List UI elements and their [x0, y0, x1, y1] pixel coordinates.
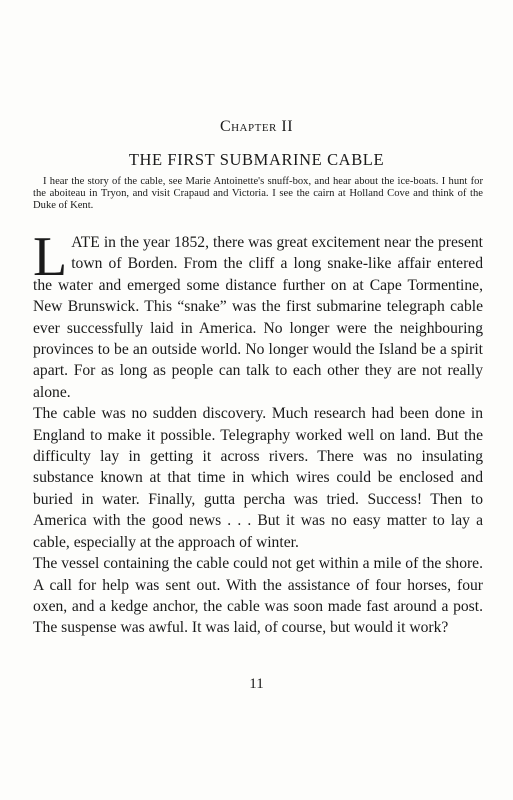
page-number: 11 [249, 676, 264, 692]
paragraph-2: The cable was no sudden discovery. Much research had been done in England to make it possible. Telegraphy worked well on land. But the difficulty lay in getting it across rivers. There was no insulating substance known at that time in which wires could be enclosed and buried in water. Finally, gutta percha was tried. Success! Then to America with the good news . . . But it was no easy matter to lay a cable, especially at the approach of winter. [33, 405, 483, 551]
paragraph-1-text: ATE in the year 1852, there was great excitement near the present town of Borden. From the cliff a long snake-like affair entered the water and emerged some distance further on at Cape Tormentine, New Brunswick. This “snake” was the first submarine telegraph cable ever successfully laid in America. No longer were the neighbouring provinces to be an outside world. No longer would the Island be a spirit apart. For as long as people can talk to each other they are not really alone. [33, 234, 483, 401]
chapter-label: Chapter II [219, 118, 294, 135]
chapter-body [33, 226, 483, 639]
chapter-title: THE FIRST SUBMARINE CABLE [128, 150, 385, 169]
chapter-synopsis: I hear the story of the cable, see Marie Antoinette's snuff-box, and hear about the ice-boats. I hunt for the aboiteau in Tryon, and visit Crapaud and Victoria. I see the cairn at Holland Cove and think of the Duke of Kent. [33, 176, 483, 211]
paragraph-1 [33, 226, 483, 403]
drop-cap: L [33, 226, 68, 288]
paragraph-3: The vessel containing the cable could not get within a mile of the shore. A call for help was sent out. With the assistance of four horses, four oxen, and a kedge anchor, the cable was soon made fast around a post. The suspense was awful. It was laid, of course, but would it work? [33, 555, 483, 637]
